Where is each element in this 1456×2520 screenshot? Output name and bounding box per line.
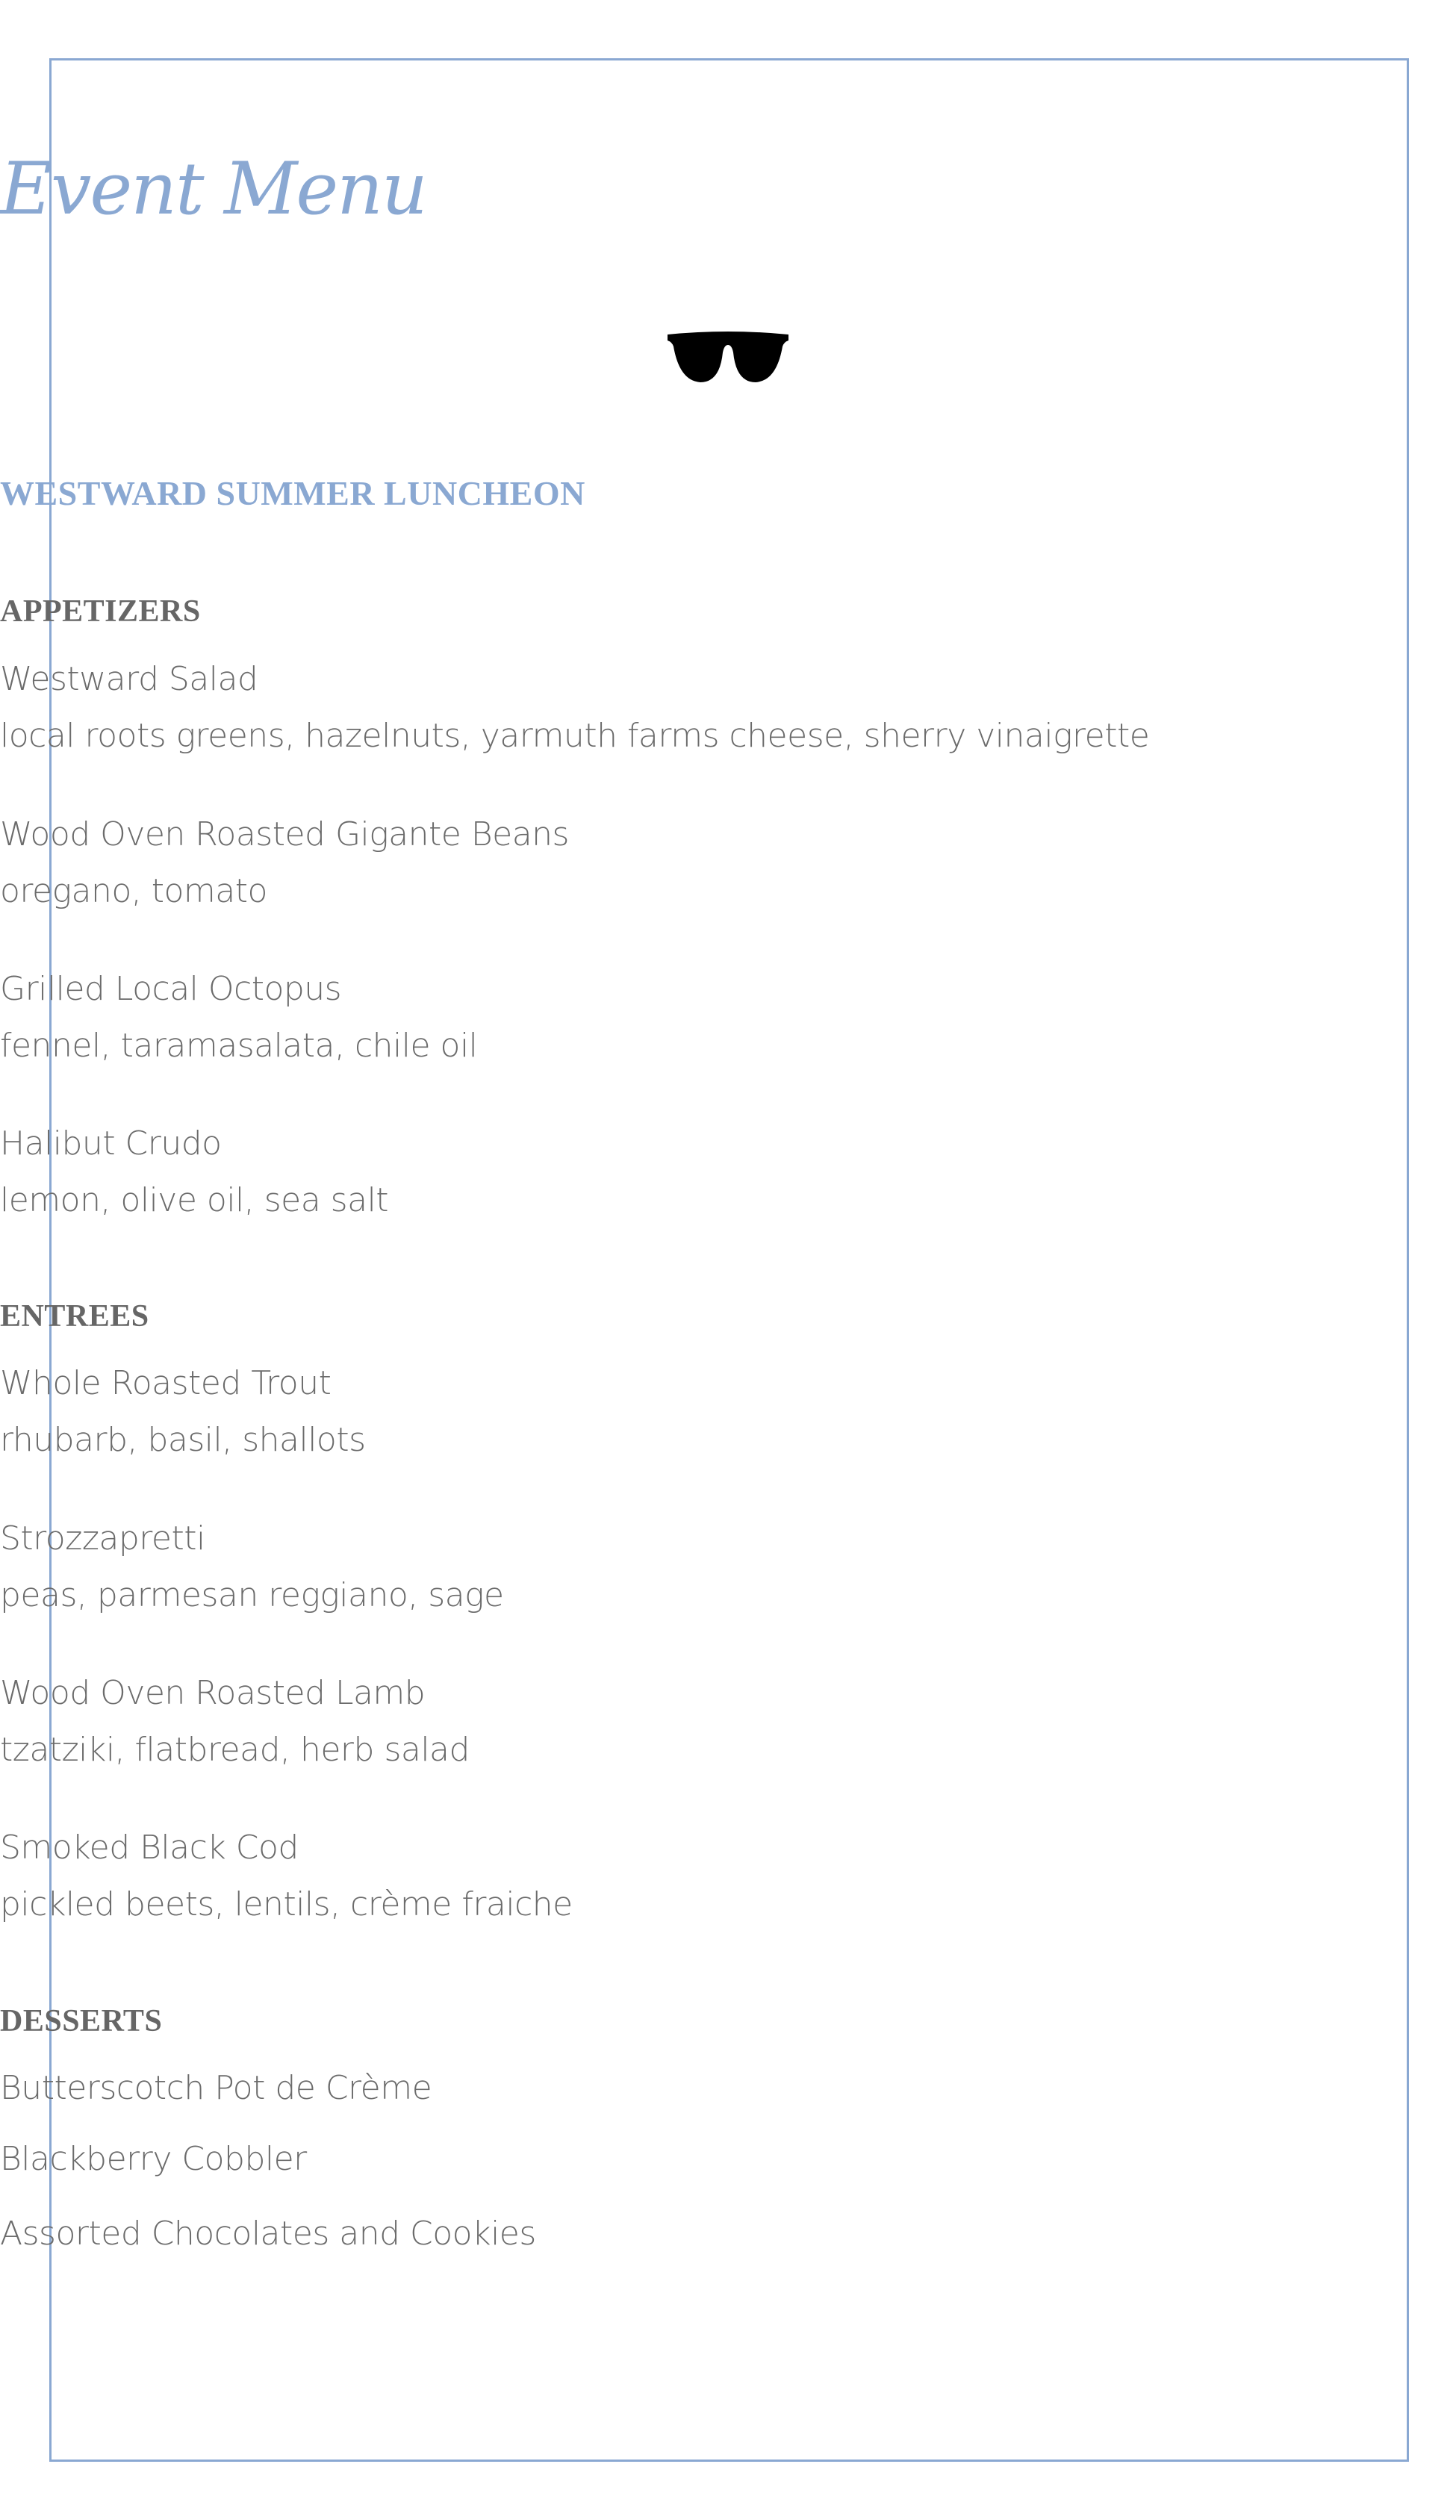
dish-description: pickled beets, lentils, crème fraiche	[0, 1885, 573, 1923]
dish-name: Butterscotch Pot de Crème	[0, 2069, 432, 2107]
dish-description: tzatziki, flatbread, herb salad	[0, 1731, 470, 1769]
dish-name: Grilled Local Octopus	[0, 970, 342, 1008]
sunglasses-icon	[0, 329, 1456, 388]
dish-description: peas, parmesan reggiano, sage	[0, 1576, 504, 1614]
section-title-desserts: DESSERTS	[0, 2004, 163, 2038]
event-name: WESTWARD SUMMER LUNCHEON	[0, 474, 585, 512]
dish-name: Blackberry Cobbler	[0, 2140, 307, 2178]
section-title-appetizers: APPETIZERS	[0, 594, 201, 629]
dish-name: Smoked Black Cod	[0, 1829, 299, 1867]
dish-name: Assorted Chocolates and Cookies	[0, 2215, 536, 2253]
dish-description: oregano, tomato	[0, 872, 267, 910]
dish-name: Wood Oven Roasted Gigante Beans	[0, 815, 569, 853]
dish-name: Wood Oven Roasted Lamb	[0, 1674, 426, 1712]
dish-description: local roots greens, hazelnuts, yarmuth farms cheese, sherry vinaigrette	[0, 717, 1150, 755]
dish-description: lemon, olive oil, sea salt	[0, 1181, 389, 1219]
dish-name: Westward Salad	[0, 660, 258, 698]
section-title-entrees: ENTREES	[0, 1299, 149, 1334]
dish-name: Halibut Crudo	[0, 1124, 222, 1163]
dish-description: fennel, taramasalata, chile oil	[0, 1027, 478, 1065]
dish-name: Strozzapretti	[0, 1519, 205, 1558]
menu-title: Event Menu	[0, 147, 426, 231]
dish-name: Whole Roasted Trout	[0, 1364, 332, 1402]
dish-description: rhubarb, basil, shallots	[0, 1421, 366, 1459]
